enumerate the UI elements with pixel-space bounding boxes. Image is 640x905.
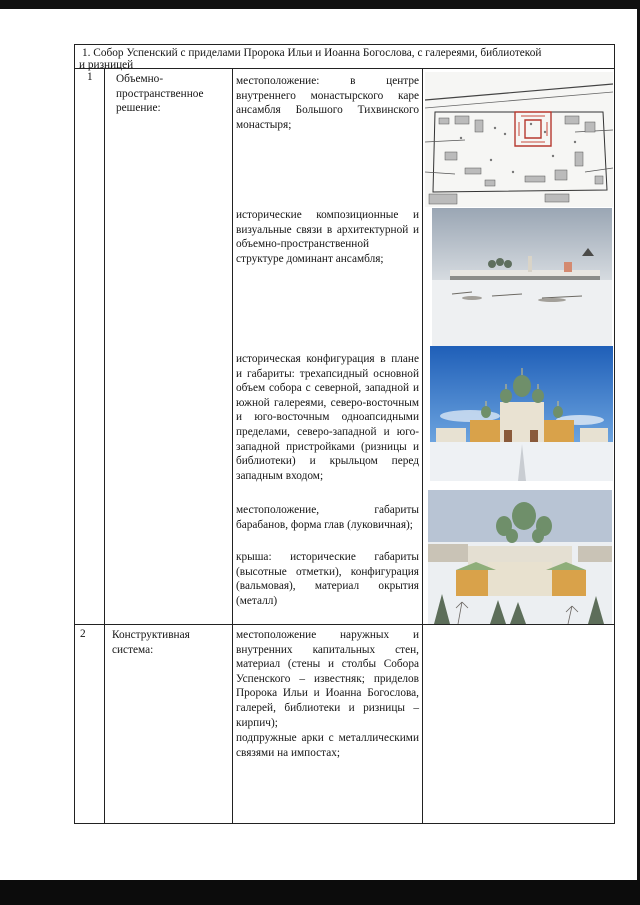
row-number: 2 <box>80 628 86 640</box>
panorama-photo <box>432 208 612 348</box>
item-location: местоположение: в центре внутреннего монастырского каре ансамбля Большого Тихвинского монастыря; <box>236 75 419 131</box>
col-divider-2 <box>232 68 233 824</box>
site-plan-image <box>425 72 613 207</box>
row-number: 1 <box>87 71 93 83</box>
row-category: Конструктивная система: <box>112 629 190 656</box>
item-visual-links: исторические композиционные и визуальные связи в архитектурной и объемно-пространственной структуре доминант ансамбля; <box>236 209 419 265</box>
section-title-cont: и ризницей <box>79 59 134 71</box>
cathedral-photo-front <box>430 346 613 481</box>
item-roof: крыша: исторические габариты (высотные отметки), конфигурация (вальмовая), материал окрытия (металл) <box>236 551 419 607</box>
item-configuration: историческая конфигурация в плане и габариты: трехапсидный основной объем собора с северной, западной и южной галереями, северо-восточным и юго-восточным одноапсидными пределами, северо-западной и юго-западной пристройками (ризницы и библиотеки) и крыльцом перед западным входом; <box>236 353 419 482</box>
item-arches: подпружные арки с металлическими связями на импостах; <box>236 732 419 759</box>
scan-edge-top <box>0 0 640 9</box>
row-category: Объемно-пространственное решение: <box>116 73 204 115</box>
row-divider <box>74 624 615 625</box>
col-divider-1 <box>104 68 105 824</box>
item-walls: местоположение наружных и внутренних капитальных стен, материал (стены и столбы Собора Успенского – известняк; приделов Пророка Ильи и Иоанна Богослова, галерей, библиотеки и ризницы – кирпич); <box>236 629 419 729</box>
col-divider-3 <box>422 68 423 824</box>
scan-edge-bottom <box>0 880 640 905</box>
cathedral-photo-aerial <box>428 490 612 624</box>
section-title: 1. Собор Успенский с приделами Пророка Ильи и Иоанна Богослова, с галереями, библиотекой <box>82 47 542 59</box>
item-drums-domes: местоположение, габариты барабанов, форма глав (луковичная); <box>236 504 419 531</box>
